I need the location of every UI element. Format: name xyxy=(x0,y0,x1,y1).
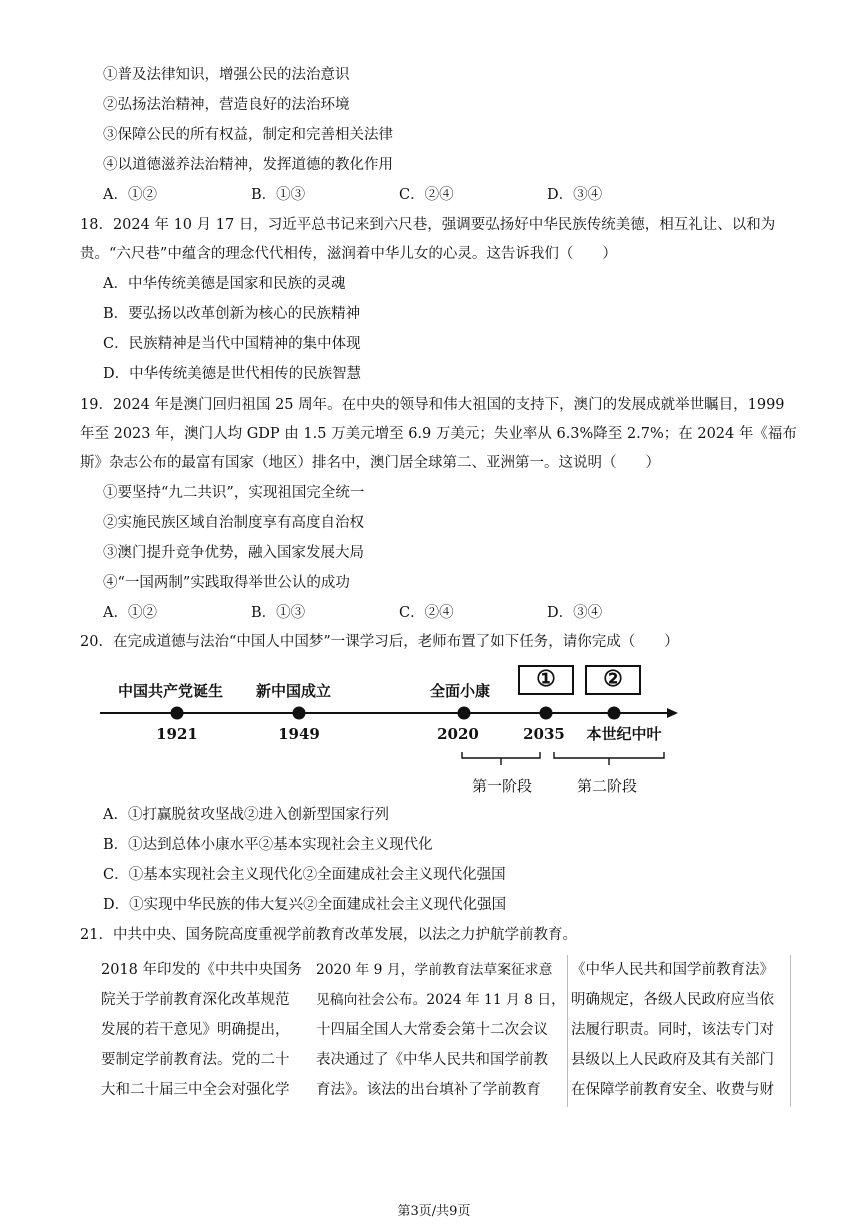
q19-option-b[interactable]: B．①③ xyxy=(251,605,306,621)
material-2-line-4: 表决通过了《中华人民共和国学前教 xyxy=(316,1052,548,1068)
timeline-dot-2035 xyxy=(540,707,553,720)
column-divider-1 xyxy=(567,955,568,1107)
timeline-year-1949: 1949 xyxy=(278,725,320,743)
blank-box-2: ② xyxy=(585,665,641,695)
q19-stem-line3: 斯》杂志公布的最富有国家（地区）排名中，澳门居全球第二、亚洲第一。这说明（ ） xyxy=(80,455,660,471)
statement-4: ④以道德滋养法治精神，发挥道德的教化作用 xyxy=(103,157,393,173)
q18-option-b[interactable]: B．要弘扬以改革创新为核心的民族精神 xyxy=(103,306,361,322)
option-b[interactable]: B．①③ xyxy=(251,187,306,203)
option-a[interactable]: A．①② xyxy=(103,187,157,203)
q21-stem: 21．中共中央、国务院高度重视学前教育改革发展，以法之力护航学前教育。 xyxy=(80,927,577,943)
column-divider-2 xyxy=(790,955,791,1107)
stage-2-label: 第二阶段 xyxy=(577,777,638,795)
q20-option-c[interactable]: C．①基本实现社会主义现代化②全面建成社会主义现代化强国 xyxy=(103,867,506,883)
material-2-line-3: 十四届全国人大常委会第十二次会议 xyxy=(316,1022,548,1038)
material-1-line-3: 发展的若干意见》明确提出， xyxy=(101,1022,290,1038)
option-d[interactable]: D．③④ xyxy=(547,187,603,203)
q20-stem: 20．在完成道德与法治“中国人中国梦”一课学习后，老师布置了如下任务，请你完成（ ） xyxy=(80,634,679,650)
material-2-line-1: 2020 年 9 月，学前教育法草案征求意 xyxy=(316,962,553,978)
q18-option-c[interactable]: C．民族精神是当代中国精神的集中体现 xyxy=(103,336,361,352)
q19-statement-2: ②实施民族区域自治制度享有高度自治权 xyxy=(103,515,364,531)
stage-1-label: 第一阶段 xyxy=(472,777,533,795)
material-3-line-4: 县级以上人民政府及其有关部门 xyxy=(571,1052,774,1068)
q20-option-d[interactable]: D．①实现中华民族的伟大复兴②全面建成社会主义现代化强国 xyxy=(103,897,507,913)
statement-1: ①普及法律知识，增强公民的法治意识 xyxy=(103,67,350,83)
material-3-line-5: 在保障学前教育安全、收费与财 xyxy=(571,1082,774,1098)
material-1-line-1: 2018 年印发的《中共中央国务 xyxy=(101,962,303,978)
material-2-line-2: 见稿向社会公布。2024 年 11 月 8 日， xyxy=(316,992,565,1008)
stage-1-brace xyxy=(462,752,540,765)
timeline-dot-2020 xyxy=(458,707,471,720)
timeline-dot-1921 xyxy=(171,707,184,720)
q18-stem-line1: 18．2024 年 10 月 17 日，习近平总书记来到六尺巷，强调要弘扬好中华民族传统美德，相互礼让、以和为 xyxy=(80,217,776,233)
material-3-line-1: 《中华人民共和国学前教育法》 xyxy=(571,962,774,978)
q19-stem-line1: 19．2024 年是澳门回归祖国 25 周年。在中央的领导和伟大祖国的支持下，澳门的发展成就举世瞩目，1999 xyxy=(80,397,785,413)
option-c[interactable]: C．②④ xyxy=(399,187,454,203)
material-column-3 xyxy=(571,955,774,1105)
timeline-label-moderately-prosperous: 全面小康 xyxy=(430,682,491,700)
material-3-line-3: 法履行职责。同时，该法专门对 xyxy=(571,1022,774,1038)
statement-2: ②弘扬法治精神，营造良好的法治环境 xyxy=(103,97,350,113)
material-2-line-5: 育法》。该法的出台填补了学前教育 xyxy=(316,1082,541,1098)
q19-statement-4: ④“一国两制”实践取得举世公认的成功 xyxy=(103,575,350,591)
q19-stem-line2: 年至 2023 年，澳门人均 GDP 由 1.5 万美元增至 6.9 万美元；失业率从 6.3%降至 2.7%；在 2024 年《福布 xyxy=(80,426,797,442)
q19-option-d[interactable]: D．③④ xyxy=(547,605,603,621)
material-1-line-4: 要制定学前教育法。党的二十 xyxy=(101,1052,290,1068)
q20-option-a[interactable]: A．①打赢脱贫攻坚战②进入创新型国家行列 xyxy=(103,807,389,823)
q19-option-a[interactable]: A．①② xyxy=(103,605,157,621)
timeline-year-2020: 2020 xyxy=(437,725,479,743)
timeline-year-1921: 1921 xyxy=(156,725,198,743)
q18-option-a[interactable]: A．中华传统美德是国家和民族的灵魂 xyxy=(103,276,346,292)
q18-option-d[interactable]: D．中华传统美德是世代相传的民族智慧 xyxy=(103,366,362,382)
q19-statement-1: ①要坚持“九二共识”，实现祖国完全统一 xyxy=(103,485,365,501)
q20-option-b[interactable]: B．①达到总体小康水平②基本实现社会主义现代化 xyxy=(103,837,433,853)
timeline-arrowhead xyxy=(667,708,678,718)
q19-option-c[interactable]: C．②④ xyxy=(399,605,454,621)
timeline-year-2035: 2035 xyxy=(523,725,565,743)
timeline-label-prc-founding: 新中国成立 xyxy=(256,682,332,700)
q19-statement-3: ③澳门提升竞争优势，融入国家发展大局 xyxy=(103,545,364,561)
material-3-line-2: 明确规定，各级人民政府应当依 xyxy=(571,992,774,1008)
material-column-2 xyxy=(316,955,565,1105)
timeline-label-party-founding: 中国共产党诞生 xyxy=(118,682,224,700)
page-footer: 第3页/共9页 xyxy=(397,1204,471,1219)
stage-2-brace xyxy=(554,752,664,765)
timeline-dot-midcentury xyxy=(608,707,621,720)
material-column-1 xyxy=(101,955,302,1105)
material-1-line-5: 大和二十届三中全会对强化学 xyxy=(101,1082,290,1098)
q18-stem-line2: 贵。“六尺巷”中蕴含的理念代代相传，滋润着中华儿女的心灵。这告诉我们（ ） xyxy=(80,246,617,262)
timeline-year-midcentury: 本世纪中叶 xyxy=(586,725,662,743)
material-1-line-2: 院关于学前教育深化改革规范 xyxy=(101,992,290,1008)
blank-box-1: ① xyxy=(518,665,574,695)
timeline-dot-1949 xyxy=(293,707,306,720)
statement-3: ③保障公民的所有权益，制定和完善相关法律 xyxy=(103,127,393,143)
